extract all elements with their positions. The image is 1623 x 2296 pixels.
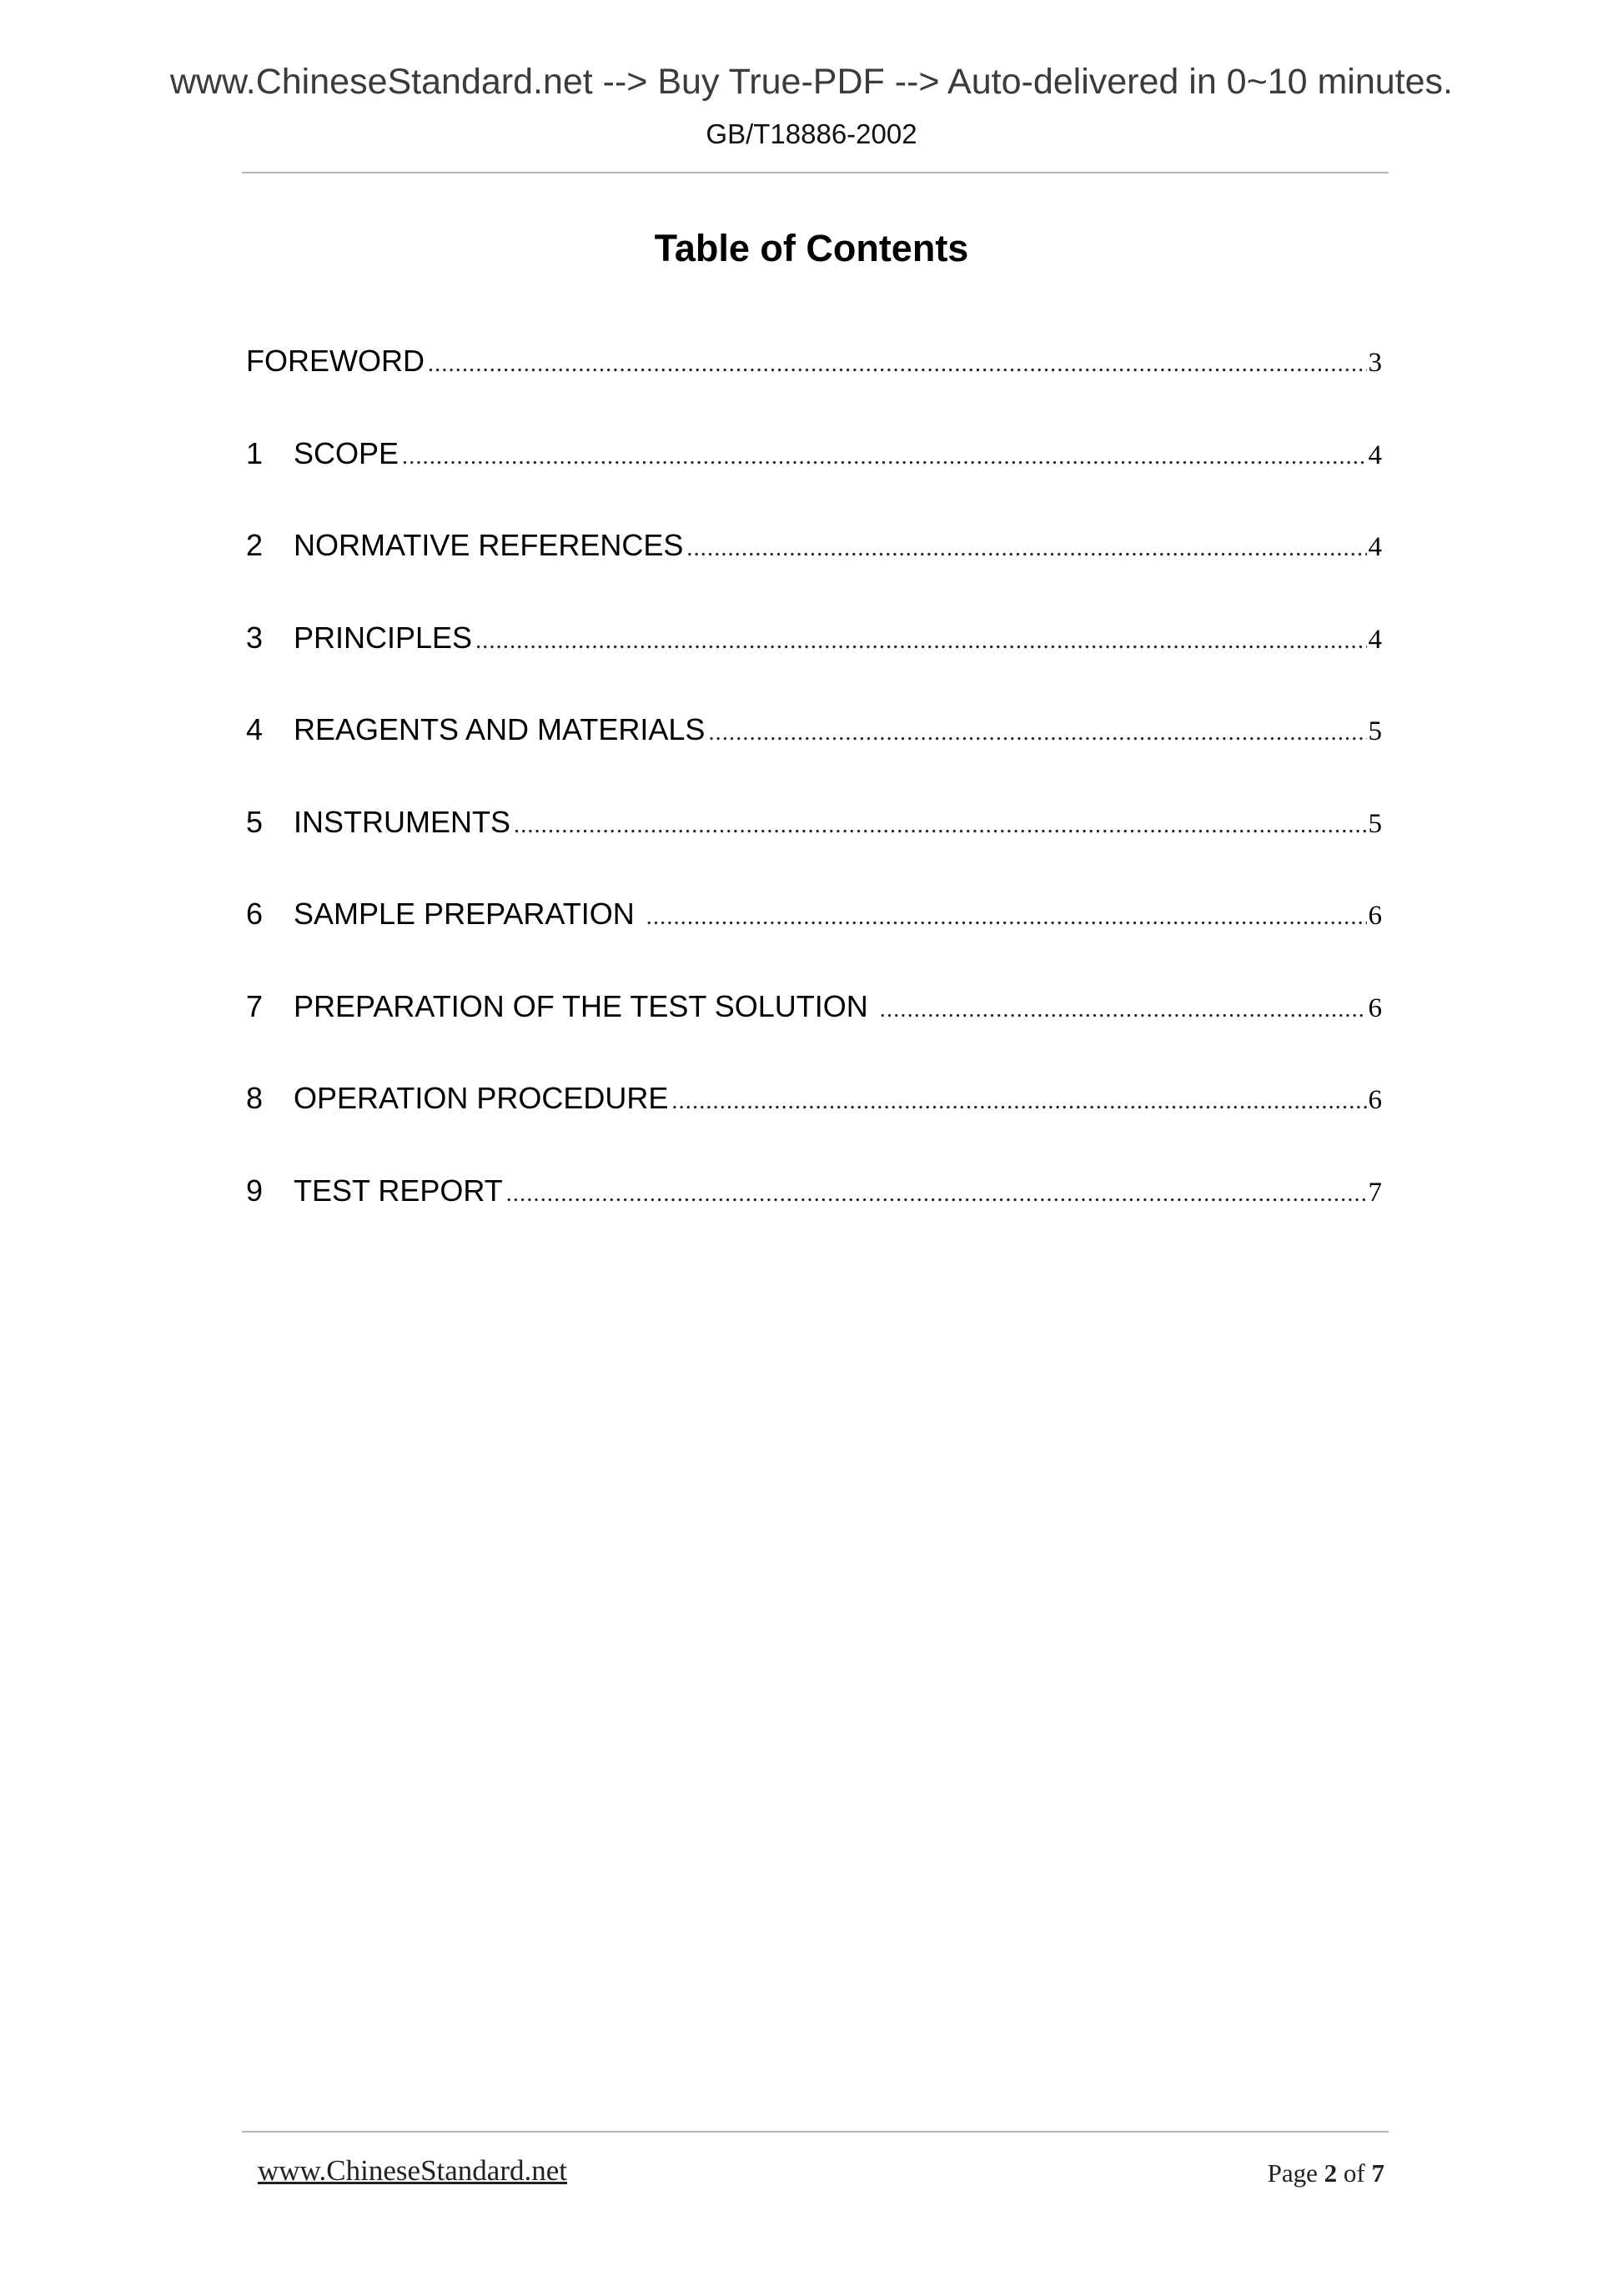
toc-entry-number: 5 [246, 804, 264, 839]
toc-entry-label: FOREWORD [246, 344, 425, 378]
toc-entry-page: 6 [1368, 992, 1382, 1023]
toc-entry-label: INSTRUMENTS [294, 804, 510, 839]
toc-entry-reagents-and-materials[interactable] [246, 712, 1382, 805]
toc-entry-page: 5 [1368, 716, 1382, 746]
toc-entry-instruments[interactable] [246, 805, 1382, 897]
toc-entry-label: REAGENTS AND MATERIALS [294, 712, 706, 746]
table-of-contents [246, 344, 1382, 1265]
toc-entry-scope[interactable] [246, 436, 1382, 529]
toc-entry-page: 6 [1368, 901, 1382, 931]
dot-leader [475, 628, 1366, 655]
toc-entry-label: TEST REPORT [294, 1173, 503, 1208]
dot-leader [671, 1088, 1366, 1115]
page-total: 7 [1371, 2158, 1384, 2188]
toc-entry-preparation-of-test-solution[interactable] [246, 989, 1382, 1082]
dot-leader [880, 997, 1367, 1023]
page-current: 2 [1324, 2158, 1338, 2188]
page-of: of [1343, 2158, 1365, 2188]
page-title: Table of Contents [654, 227, 969, 269]
toc-entry-page: 7 [1368, 1177, 1382, 1208]
dot-leader [514, 812, 1367, 839]
toc-entry-foreword[interactable] [246, 344, 1382, 436]
dot-leader [646, 904, 1367, 931]
toc-entry-page: 4 [1368, 440, 1382, 470]
toc-entry-page: 3 [1368, 348, 1382, 378]
page-word: Page [1267, 2158, 1318, 2188]
toc-entry-label: PRINCIPLES [294, 620, 473, 655]
promo-banner: www.ChineseStandard.net --> Buy True-PDF --> Auto-delivered in 0~10 minutes. [169, 62, 1453, 102]
toc-entry-page: 6 [1368, 1085, 1382, 1115]
footer-website-link[interactable]: www.ChineseStandard.net [258, 2154, 567, 2187]
toc-entry-number: 8 [246, 1081, 264, 1115]
toc-entry-label: SAMPLE PREPARATION [294, 897, 643, 931]
toc-entry-normative-references[interactable] [246, 528, 1382, 620]
toc-entry-number: 4 [246, 712, 264, 746]
dot-leader [686, 535, 1366, 562]
toc-entry-label: NORMATIVE REFERENCES [294, 528, 684, 562]
header-divider [242, 172, 1389, 173]
toc-entry-number: 7 [246, 988, 264, 1023]
page-number [1268, 2158, 1384, 2188]
toc-entry-page: 5 [1368, 808, 1382, 839]
document-code: GB/T18886-2002 [706, 118, 917, 149]
toc-entry-operation-procedure[interactable] [246, 1081, 1382, 1173]
toc-entry-page: 4 [1368, 624, 1382, 655]
toc-entry-label: SCOPE [294, 435, 399, 470]
toc-entry-test-report[interactable] [246, 1173, 1382, 1266]
toc-entry-page: 4 [1368, 532, 1382, 562]
toc-entry-number: 2 [246, 528, 264, 562]
toc-entry-sample-preparation[interactable] [246, 897, 1382, 989]
dot-leader [428, 351, 1367, 378]
toc-entry-label: OPERATION PROCEDURE [294, 1081, 669, 1115]
dot-leader [402, 444, 1366, 470]
toc-entry-number: 9 [246, 1173, 264, 1208]
toc-entry-number: 1 [246, 435, 264, 470]
dot-leader [506, 1181, 1367, 1208]
toc-entry-principles[interactable] [246, 620, 1382, 713]
toc-entry-number: 6 [246, 897, 264, 931]
toc-entry-number: 3 [246, 620, 264, 655]
toc-entry-label: PREPARATION OF THE TEST SOLUTION [294, 988, 877, 1023]
footer-divider [242, 2131, 1389, 2133]
dot-leader [708, 720, 1366, 746]
